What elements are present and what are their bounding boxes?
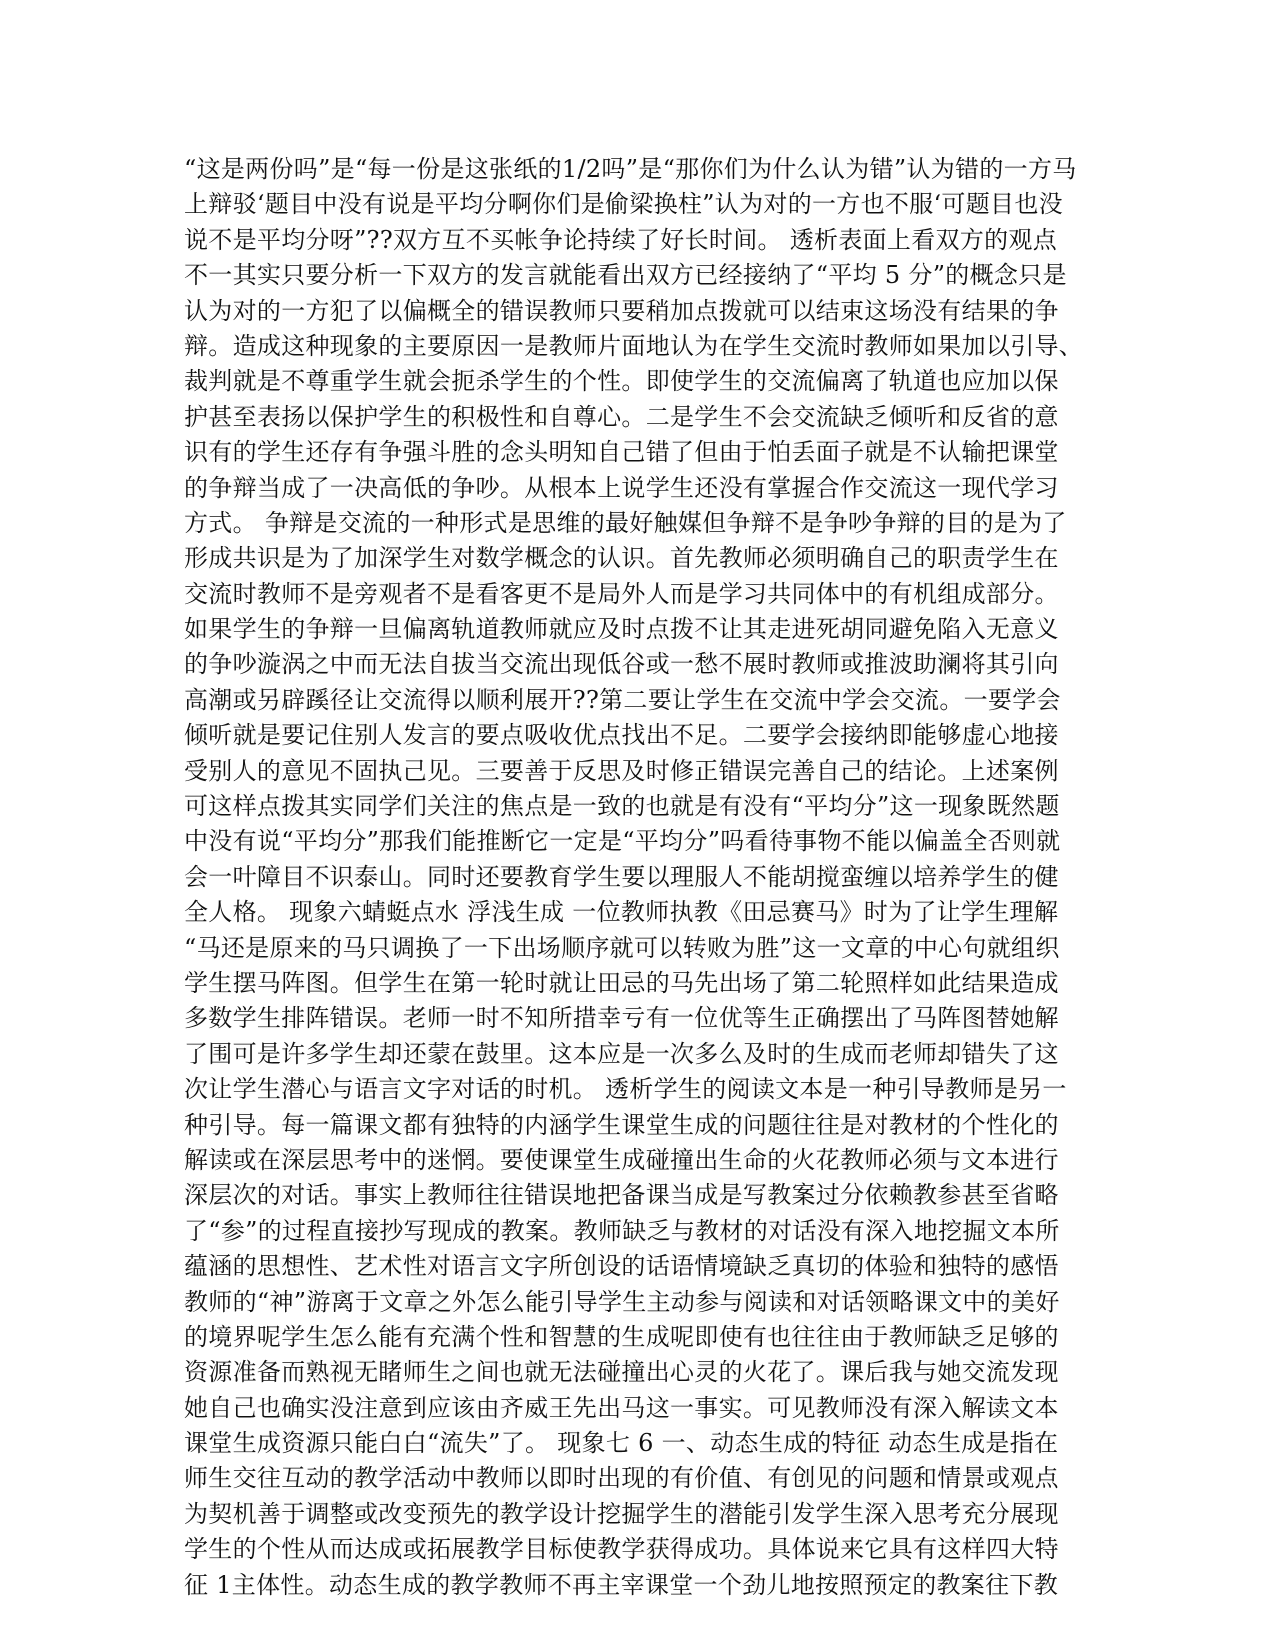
text-line: 的争辩当成了一决高低的争吵。从根本上说学生还没有掌握合作交流这一现代学习 <box>184 473 1059 502</box>
text-line: 倾听就是要记住别人发言的要点吸收优点找出不足。二要学会接纳即能够虚心地接 <box>184 721 1059 750</box>
text-line: 中没有说“平均分”那我们能推断它一定是“平均分”吗看待事物不能以偏盖全否则就 <box>184 827 1061 856</box>
text-line: 不一其实只要分析一下双方的发言就能看出双方已经接纳了“平均 5 分”的概念只是 <box>184 261 1067 290</box>
text-line: 次让学生潜心与语言文字对话的时机。 透析学生的阅读文本是一种引导教师是另一 <box>184 1075 1067 1104</box>
text-line: 她自己也确实没注意到应该由齐威王先出马这一事实。可见教师没有深入解读文本 <box>184 1393 1059 1422</box>
text-line: 受别人的意见不固执己见。三要善于反思及时修正错误完善自己的结论。上述案例 <box>184 756 1059 785</box>
text-line: 会一叶障目不识泰山。同时还要教育学生要以理服人不能胡搅蛮缠以培养学生的健 <box>184 862 1059 891</box>
text-line: 交流时教师不是旁观者不是看客更不是局外人而是学习共同体中的有机组成部分。 <box>184 579 1059 608</box>
text-line: 为契机善于调整或改变预先的教学设计挖掘学生的潜能引发学生深入思考充分展现 <box>184 1499 1059 1528</box>
text-line: 解读或在深层思考中的迷惘。要使课堂生成碰撞出生命的火花教师必须与文本进行 <box>184 1145 1059 1174</box>
text-line: 师生交往互动的教学活动中教师以即时出现的有价值、有创见的问题和情景或观点 <box>184 1464 1059 1493</box>
text-line: 说不是平均分呀”??双方互不买帐争论持续了好长时间。 透析表面上看双方的观点 <box>184 225 1058 254</box>
text-line: 的争吵漩涡之中而无法自拔当交流出现低谷或一愁不展时教师或推波助澜将其引向 <box>184 650 1059 679</box>
text-line: 了围可是许多学生却还蒙在鼓里。这本应是一次多么及时的生成而老师却错失了这 <box>184 1039 1059 1068</box>
text-line: 了“参”的过程直接抄写现成的教案。教师缺乏与教材的对话没有深入地挖掘文本所 <box>184 1216 1060 1245</box>
text-line: 护甚至表扬以保护学生的积极性和自尊心。二是学生不会交流缺乏倾听和反省的意 <box>184 402 1059 431</box>
text-line: 可这样点拨其实同学们关注的焦点是一致的也就是有没有“平均分”这一现象既然题 <box>184 792 1060 821</box>
text-line: 高潮或另辟蹊径让交流得以顺利展开??第二要让学生在交流中学会交流。一要学会 <box>184 685 1061 714</box>
text-line: 的境界呢学生怎么能有充满个性和智慧的生成呢即使有也往往由于教师缺乏足够的 <box>184 1322 1059 1351</box>
body-text <box>184 152 1088 1603</box>
text-line: 蕴涵的思想性、艺术性对语言文字所创设的话语情境缺乏真切的体验和独特的感悟 <box>184 1252 1059 1281</box>
text-line: 种引导。每一篇课文都有独特的内涵学生课堂生成的问题往往是对教材的个性化的 <box>184 1110 1059 1139</box>
text-line: 资源准备而熟视无睹师生之间也就无法碰撞出心灵的火花了。课后我与她交流发现 <box>184 1358 1059 1387</box>
text-line: 多数学生排阵错误。老师一时不知所措幸亏有一位优等生正确摆出了马阵图替她解 <box>184 1004 1059 1033</box>
text-line: “马还是原来的马只调换了一下出场顺序就可以转败为胜”这一文章的中心句就组织 <box>184 933 1060 962</box>
text-line: 形成共识是为了加深学生对数学概念的认识。首先教师必须明确自己的职责学生在 <box>184 544 1059 573</box>
text-line: 辩。造成这种现象的主要原因一是教师片面地认为在学生交流时教师如果加以引导、 <box>184 331 1084 360</box>
text-line: 方式。 争辩是交流的一种形式是思维的最好触媒但争辩不是争吵争辩的目的是为了 <box>184 508 1067 537</box>
text-line: 学生摆马阵图。但学生在第一轮时就让田忌的马先出场了第二轮照样如此结果造成 <box>184 968 1059 997</box>
text-line: 征 1主体性。动态生成的教学教师不再主宰课堂一个劲儿地按照预定的教案往下教 <box>184 1570 1058 1599</box>
text-line: 课堂生成资源只能白白“流失”了。 现象七 6 一、动态生成的特征 动态生成是指在 <box>184 1429 1059 1458</box>
text-line: 裁判就是不尊重学生就会扼杀学生的个性。即使学生的交流偏离了轨道也应加以保 <box>184 367 1059 396</box>
text-line: 深层次的对话。事实上教师往往错误地把备课当成是写教案过分依赖教参甚至省略 <box>184 1181 1059 1210</box>
text-line: 识有的学生还存有争强斗胜的念头明知自己错了但由于怕丢面子就是不认输把课堂 <box>184 438 1059 467</box>
text-line: 全人格。 现象六蜻蜓点水 浮浅生成 一位教师执教《田忌赛马》时为了让学生理解 <box>184 898 1059 927</box>
text-line: 上辩驳‘题目中没有说是平均分啊你们是偷梁换柱”认为对的一方也不服‘可题目也没 <box>184 190 1063 219</box>
text-line: 学生的个性从而达成或拓展教学目标使教学获得成功。具体说来它具有这样四大特 <box>184 1535 1059 1564</box>
text-line: 如果学生的争辩一旦偏离轨道教师就应及时点拨不让其走进死胡同避免陷入无意义 <box>184 615 1059 644</box>
text-line: “这是两份吗”是“每一份是这张纸的1/2吗”是“那你们为什么认为错”认为错的一方马 <box>184 155 1077 183</box>
text-line: 认为对的一方犯了以偏概全的错误教师只要稍加点拨就可以结束这场没有结果的争 <box>184 296 1059 325</box>
text-line: 教师的“神”游离于文章之外怎么能引导学生主动参与阅读和对话领略课文中的美好 <box>184 1287 1060 1316</box>
